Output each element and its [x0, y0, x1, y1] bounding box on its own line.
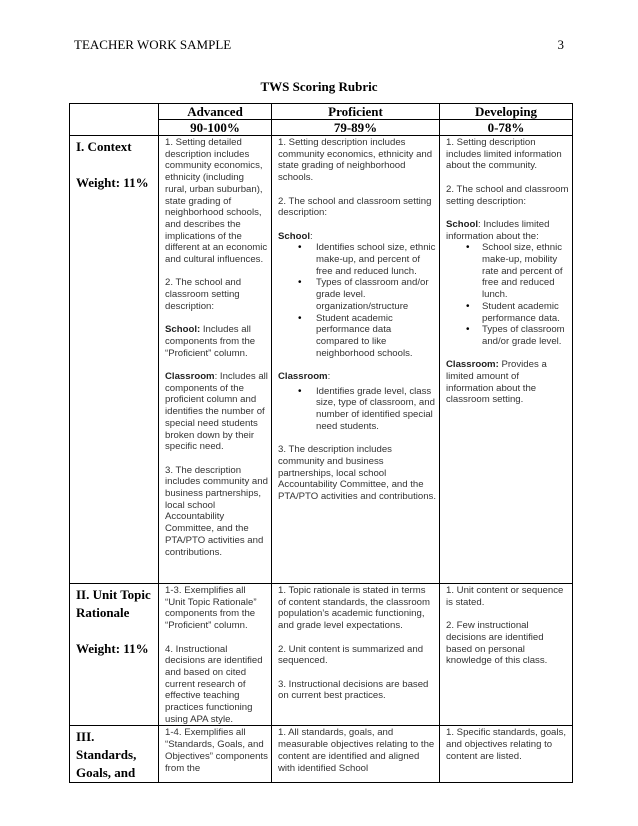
- list-item: • Identifies grade level, class size, type of classroom, and number of identified special need students.: [278, 386, 436, 433]
- cell-paragraph: 2. The school and classroom setting description:: [446, 183, 569, 207]
- classroom-criteria-list: [278, 386, 436, 433]
- cell-paragraph: School:: [278, 230, 313, 242]
- cell-paragraph: 1. All standards, goals, and measurable objectives relating to the content are identified and aligned with identified School: [278, 727, 435, 774]
- school-label: School: [446, 218, 478, 230]
- criterion-header-cell: [70, 104, 159, 136]
- developing-cell: [440, 584, 573, 726]
- cell-paragraph: School: Includes all components from the “Proficient” column.: [165, 324, 256, 359]
- advanced-cell: [159, 136, 272, 584]
- criterion-name: II. Unit Topic Rationale: [76, 587, 151, 620]
- list-item: • Identifies school size, ethnic make-up, and percent of free and reduced lunch.: [278, 242, 436, 277]
- list-item: • Student academic performance data.: [446, 301, 569, 324]
- criterion-name: I. Context: [76, 139, 132, 154]
- cell-paragraph: 1. Unit content or sequence is stated.: [446, 585, 564, 608]
- cell-paragraph: 2. The school and classroom setting description:: [165, 277, 242, 312]
- proficient-cell: [272, 726, 440, 783]
- classroom-label: Classroom: [165, 371, 215, 383]
- advanced-cell: [159, 726, 272, 783]
- list-item: • Student academic performance data compared to like neighborhood schools.: [278, 313, 436, 360]
- criterion-weight: Weight: 11%: [76, 175, 149, 190]
- criterion-weight: Weight: 11%: [76, 641, 149, 656]
- running-head-text: TEACHER WORK SAMPLE: [74, 37, 232, 52]
- criterion-cell: [70, 726, 159, 783]
- column-header-advanced: Advanced: [159, 104, 272, 120]
- developing-cell: [440, 726, 573, 783]
- cell-paragraph: 1. Setting detailed description includes community economics, ethnicity (including rural, urban suburban), state grading of neighborhood schools, and describes the implications of the different at an economic and cultural influences.: [165, 137, 268, 266]
- score-range-developing: 0-78%: [440, 120, 573, 136]
- scoring-rubric-table: [69, 103, 573, 783]
- running-head: [74, 37, 564, 53]
- school-label: School:: [165, 324, 201, 336]
- cell-paragraph: Classroom: Includes all components of the proficient column and identifies the number of special need students broken down by their specific need.: [165, 371, 268, 453]
- list-item: • Types of classroom and/or grade level. organization/structure: [278, 277, 436, 312]
- score-range-advanced: 90-100%: [159, 120, 272, 136]
- developing-cell: [440, 136, 573, 584]
- school-label: School: [278, 230, 310, 242]
- rubric-title: TWS Scoring Rubric: [260, 79, 378, 94]
- criterion-cell: [70, 136, 159, 584]
- classroom-label: Classroom:: [446, 359, 499, 371]
- criterion-name: III. Standards, Goals, and: [76, 729, 137, 781]
- cell-paragraph: 1-4. Exemplifies all “Standards, Goals, and Objectives” components from the: [165, 727, 268, 774]
- cell-paragraph: Classroom: Provides a limited amount of information about the classroom setting.: [446, 359, 547, 406]
- cell-paragraph: 4. Instructional decisions are identified and based on cited current research of effective teaching practices functioning using APA style.: [165, 643, 263, 725]
- cell-paragraph: 3. The description includes community and business partnerships, local school Accountability Committee, and the PTA/PTO activities and contributions.: [278, 444, 437, 503]
- advanced-cell: [159, 584, 272, 726]
- score-range-proficient: 79-89%: [272, 120, 440, 136]
- column-header-developing: Developing: [440, 104, 573, 120]
- column-header-row: [70, 104, 573, 120]
- page-number: 3: [557, 37, 564, 52]
- school-criteria-list: [278, 242, 436, 359]
- list-item: • Types of classroom and/or grade level.: [446, 324, 569, 347]
- criterion-cell: [70, 584, 159, 726]
- classroom-label: Classroom: [278, 371, 328, 383]
- rubric-row-standards-goals: [70, 726, 573, 783]
- rubric-row-unit-topic-rationale: [70, 584, 573, 726]
- column-header-proficient: Proficient: [272, 104, 440, 120]
- rubric-row-context: [70, 136, 573, 584]
- proficient-cell: [272, 584, 440, 726]
- cell-paragraph: 2. The school and classroom setting description:: [278, 195, 432, 219]
- list-item: • School size, ethnic make-up, mobility rate and percent of free and reduced lunch.: [446, 242, 569, 301]
- cell-paragraph: 3. Instructional decisions are based on current best practices.: [278, 678, 429, 702]
- cell-paragraph: 1. Topic rationale is stated in terms of content standards, the classroom population’s academic functioning, and grade level expectations.: [278, 585, 430, 632]
- cell-paragraph: 2. Few instructional decisions are identified based on personal knowledge of this class.: [446, 620, 548, 667]
- school-criteria-list: [446, 242, 569, 347]
- cell-paragraph: Classroom:: [278, 371, 331, 383]
- cell-paragraph: School: Includes limited information about the:: [446, 218, 550, 242]
- cell-paragraph: 1-3. Exemplifies all “Unit Topic Rationale” components from the “Proficient” column.: [165, 585, 257, 632]
- cell-paragraph: 1. Setting description includes community economics, ethnicity and state grading of neighborhood schools.: [278, 137, 433, 184]
- proficient-cell: [272, 136, 440, 584]
- cell-paragraph: 1. Setting description includes limited information about the community.: [446, 137, 562, 172]
- cell-paragraph: 2. Unit content is summarized and sequenced.: [278, 643, 424, 667]
- cell-paragraph: 1. Specific standards, goals, and objectives relating to content are listed.: [446, 727, 566, 762]
- cell-paragraph: 3. The description includes community and business partnerships, local school Accountability Committee, and the PTA/PTO activities and contributions.: [165, 464, 268, 558]
